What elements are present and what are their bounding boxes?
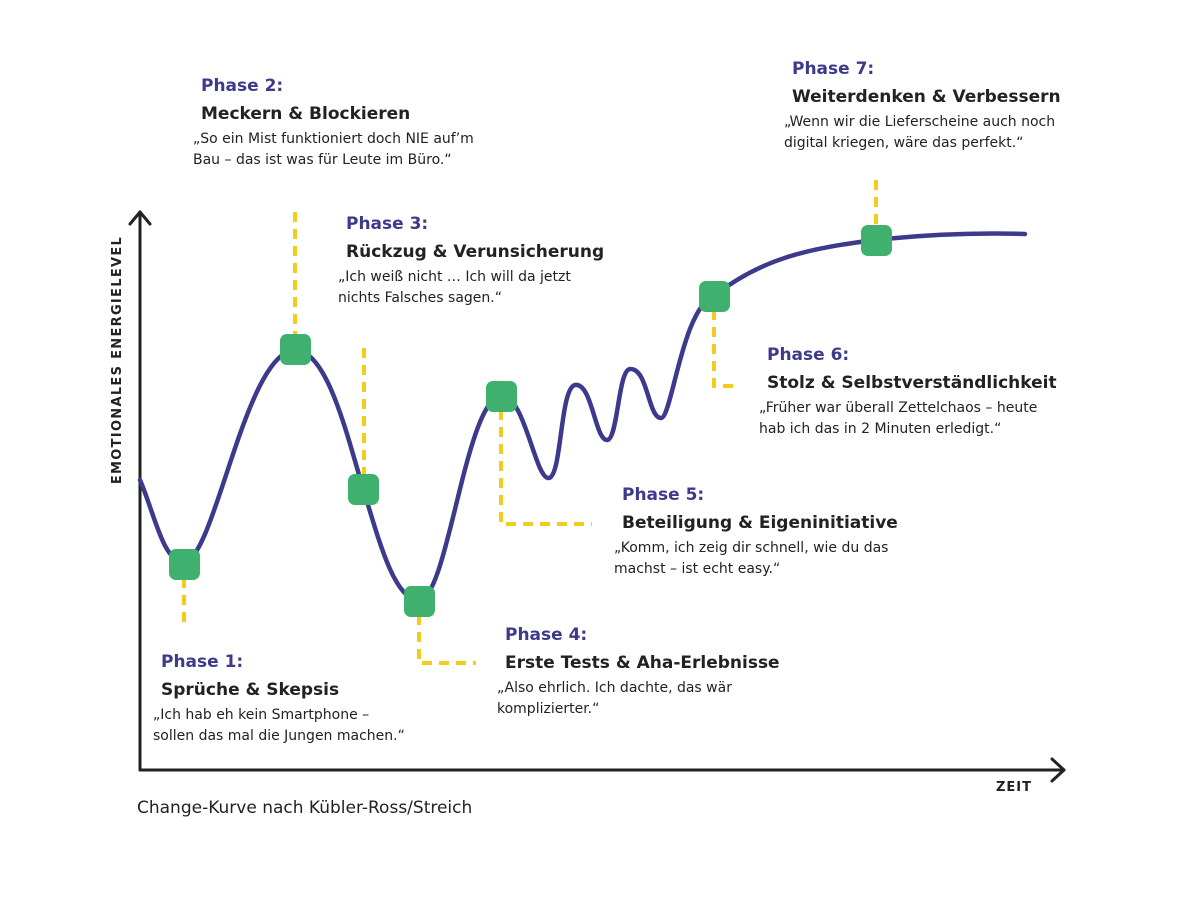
- phase-7-annotation: [784, 58, 1061, 154]
- leader-line-phase-4: [419, 615, 476, 663]
- diagram-caption: Change-Kurve nach Kübler-Ross/Streich: [137, 798, 473, 818]
- phase-5-title: Beteiligung & Eigeninitiative: [622, 513, 898, 533]
- phase-1-quote: „Ich hab eh kein Smartphone – sollen das mal die Jungen machen.“: [153, 707, 405, 744]
- phase-2-marker: [280, 334, 311, 365]
- phase-5-marker: [486, 381, 517, 412]
- phase-3-marker: [348, 474, 379, 505]
- phase-4-annotation: [497, 624, 780, 720]
- phase-6-quote: „Früher war überall Zettelchaos – heute hab ich das in 2 Minuten erledigt.“: [759, 400, 1038, 437]
- phase-1-marker: [169, 549, 200, 580]
- phase-4-label: Phase 4:: [505, 625, 588, 645]
- phase-4-quote: „Also ehrlich. Ich dachte, das wär komplizierter.“: [497, 680, 732, 717]
- phase-5-annotation: [614, 484, 898, 580]
- phase-1-annotation: [153, 651, 405, 747]
- phase-6-label: Phase 6:: [767, 345, 850, 365]
- phase-4-title: Erste Tests & Aha-Erlebnisse: [505, 653, 780, 673]
- leader-line-phase-5: [501, 410, 592, 524]
- phase-7-quote: „Wenn wir die Lieferscheine auch noch digital kriegen, wäre das perfekt.“: [784, 114, 1056, 151]
- phase-1-title: Sprüche & Skepsis: [161, 680, 340, 700]
- phase-2-quote: „So ein Mist funktioniert doch NIE auf’m Bau – das ist was für Leute im Büro.“: [193, 131, 474, 168]
- phase-4-marker: [404, 586, 435, 617]
- phase-7-label: Phase 7:: [792, 59, 875, 79]
- phase-1-label: Phase 1:: [161, 652, 244, 672]
- phase-7-title: Weiterdenken & Verbessern: [792, 87, 1061, 107]
- phase-2-title: Meckern & Blockieren: [201, 104, 411, 124]
- leader-line-phase-6: [714, 310, 736, 386]
- phase-5-label: Phase 5:: [622, 485, 705, 505]
- phase-6-marker: [699, 281, 730, 312]
- phase-2-annotation: [193, 75, 474, 171]
- phase-3-title: Rückzug & Verunsicherung: [346, 242, 605, 262]
- phase-7-marker: [861, 225, 892, 256]
- phase-6-annotation: [759, 344, 1057, 440]
- phase-5-quote: „Komm, ich zeig dir schnell, wie du das machst – ist echt easy.“: [614, 540, 889, 577]
- y-axis-label: EMOTIONALES ENERGIELEVEL: [110, 235, 125, 485]
- phase-3-annotation: [338, 213, 605, 309]
- phase-6-title: Stolz & Selbstverständlichkeit: [767, 373, 1057, 393]
- phase-3-label: Phase 3:: [346, 214, 429, 234]
- phase-3-quote: „Ich weiß nicht … Ich will da jetzt nichts Falsches sagen.“: [338, 269, 571, 306]
- x-axis-label: ZEIT: [996, 780, 1033, 795]
- phase-2-label: Phase 2:: [201, 76, 284, 96]
